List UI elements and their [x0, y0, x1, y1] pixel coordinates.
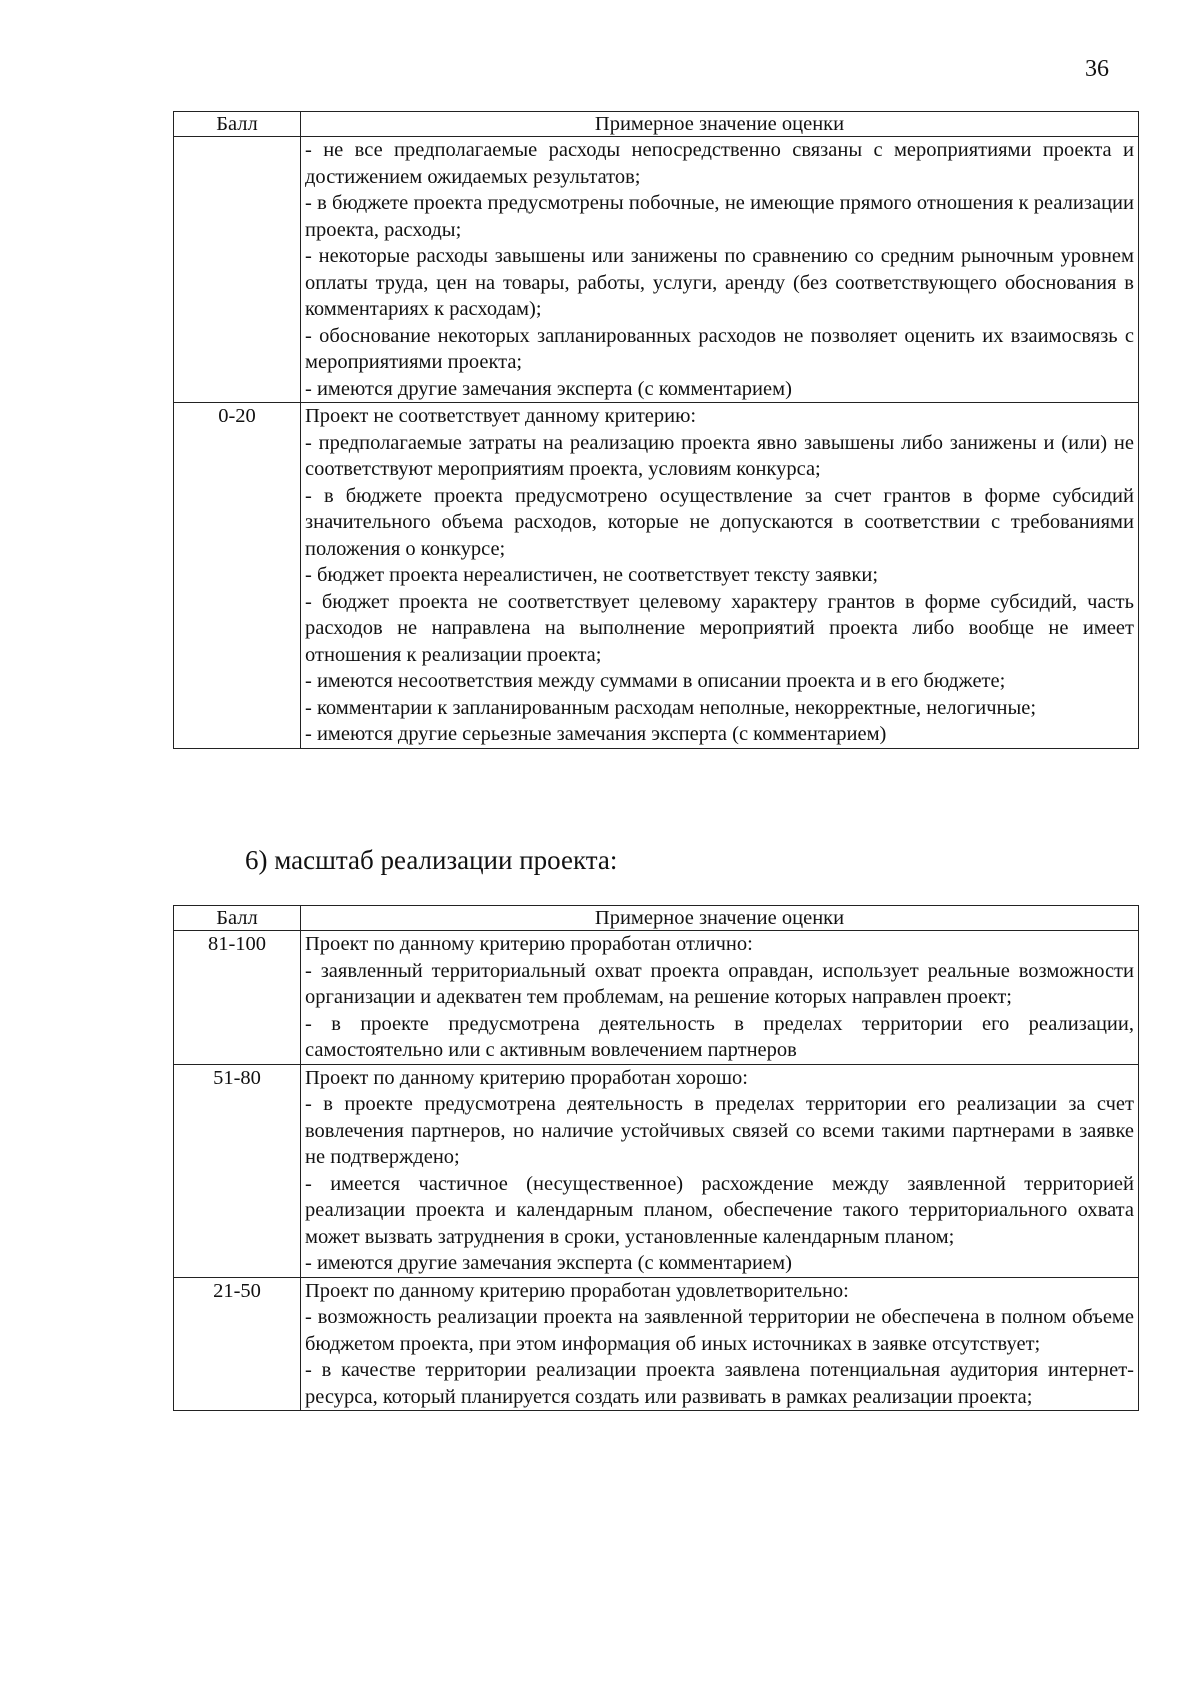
- criterion-line: - некоторые расходы завышены или занижены по сравнению со средним рыночным уровнем оплаты труда, цен на товары, работы, услуги, аренду (без соответствующего обоснования в комментариях к расходам);: [305, 245, 1134, 320]
- criterion-line: Проект по данному критерию проработан хорошо:: [305, 1066, 748, 1089]
- criterion-line: - предполагаемые затраты на реализацию проекта явно завышены либо занижены и (или) не соответствуют мероприятиям проекта, условиям конкурса;: [305, 431, 1134, 480]
- criterion-line: - в бюджете проекта предусмотрено осуществление за счет грантов в форме субсидий значительного объема расходов, которые не допускаются в соответствии с требованиями положения о конкурсе;: [305, 484, 1134, 560]
- criterion-line: - бюджет проекта нереалистичен, не соответствует тексту заявки;: [305, 564, 879, 586]
- criterion-line: - в проекте предусмотрена деятельность в пределах территории его реализации, самостоятельно или с активным вовлечением партнеров: [305, 1012, 1134, 1061]
- criterion-line: - имеются другие замечания эксперта (с комментарием): [305, 1252, 792, 1274]
- criterion-line: - имеются другие серьезные замечания эксперта (с комментарием): [305, 723, 887, 745]
- header-description: Примерное значение оценки: [301, 112, 1139, 137]
- criterion-line: Проект не соответствует данному критерию:: [305, 405, 697, 427]
- description-cell: [301, 403, 1139, 749]
- criterion-line: Проект по данному критерию проработан удовлетворительно:: [305, 1279, 849, 1302]
- table-header-row: [174, 112, 1139, 137]
- criterion-line: - бюджет проекта не соответствует целевому характеру грантов в форме субсидий, часть расходов не направлена на выполнение мероприятий проекта либо вообще не имеет отношения к реализации проекта;: [305, 590, 1134, 666]
- header-score: Балл: [174, 906, 301, 931]
- table-row: [174, 1064, 1139, 1277]
- table-row: [174, 1277, 1139, 1411]
- score-cell: 0-20: [174, 403, 301, 749]
- description-cell: [301, 1064, 1139, 1277]
- criteria-table-scale: [173, 905, 1139, 1411]
- criterion-line: - комментарии к запланированным расходам неполные, некорректные, нелогичные;: [305, 696, 1037, 719]
- header-score: Балл: [174, 112, 301, 137]
- score-cell: 81-100: [174, 931, 301, 1065]
- table-row: [174, 137, 1139, 403]
- header-description: Примерное значение оценки: [301, 906, 1139, 931]
- score-cell: 21-50: [174, 1277, 301, 1411]
- table-row: [174, 931, 1139, 1065]
- criterion-line: - имеются другие замечания эксперта (с комментарием): [305, 377, 792, 400]
- criterion-line: - возможность реализации проекта на заявленной территории не обеспечена в полном объеме бюджетом проекта, при этом информация об иных источниках в заявке отсутствует;: [305, 1306, 1134, 1355]
- criterion-line: - в качестве территории реализации проекта заявлена потенциальная аудитория интернет-ресурса, который планируется создать или развивать в рамках реализации проекта;: [305, 1359, 1134, 1408]
- score-cell: 51-80: [174, 1064, 301, 1277]
- section-heading: 6) масштаб реализации проекта:: [245, 845, 618, 875]
- description-cell: [301, 931, 1139, 1065]
- table-row: [174, 403, 1139, 749]
- criterion-line: - имеется частичное (несущественное) расхождение между заявленной территорией реализации проекта и календарным планом, обеспечение такого территориального охвата может вызвать затруднения в сроки, установленные календарным планом;: [305, 1172, 1134, 1248]
- criteria-table-budget: [173, 111, 1139, 749]
- page-number: 36: [1085, 56, 1109, 82]
- table-header-row: [174, 906, 1139, 931]
- criterion-line: - заявленный территориальный охват проекта оправдан, использует реальные возможности организации и адекватен тем проблемам, на решение которых направлен проект;: [305, 959, 1134, 1008]
- criterion-line: - имеются несоответствия между суммами в описании проекта и в его бюджете;: [305, 670, 1006, 692]
- criterion-line: - не все предполагаемые расходы непосредственно связаны с мероприятиями проекта и достижением ожидаемых результатов;: [305, 139, 1134, 188]
- description-cell: [301, 1277, 1139, 1411]
- description-cell: [301, 137, 1139, 403]
- score-cell: [174, 137, 301, 403]
- criterion-line: Проект по данному критерию проработан отлично:: [305, 933, 753, 955]
- criterion-line: - в проекте предусмотрена деятельность в пределах территории его реализации за счет вовлечения партнеров, но наличие устойчивых связей со всеми такими партнерами в заявке не подтверждено;: [305, 1093, 1134, 1168]
- criterion-line: - обоснование некоторых запланированных расходов не позволяет оценить их взаимосвязь с мероприятиями проекта;: [305, 324, 1134, 373]
- criterion-line: - в бюджете проекта предусмотрены побочные, не имеющие прямого отношения к реализации проекта, расходы;: [305, 192, 1134, 241]
